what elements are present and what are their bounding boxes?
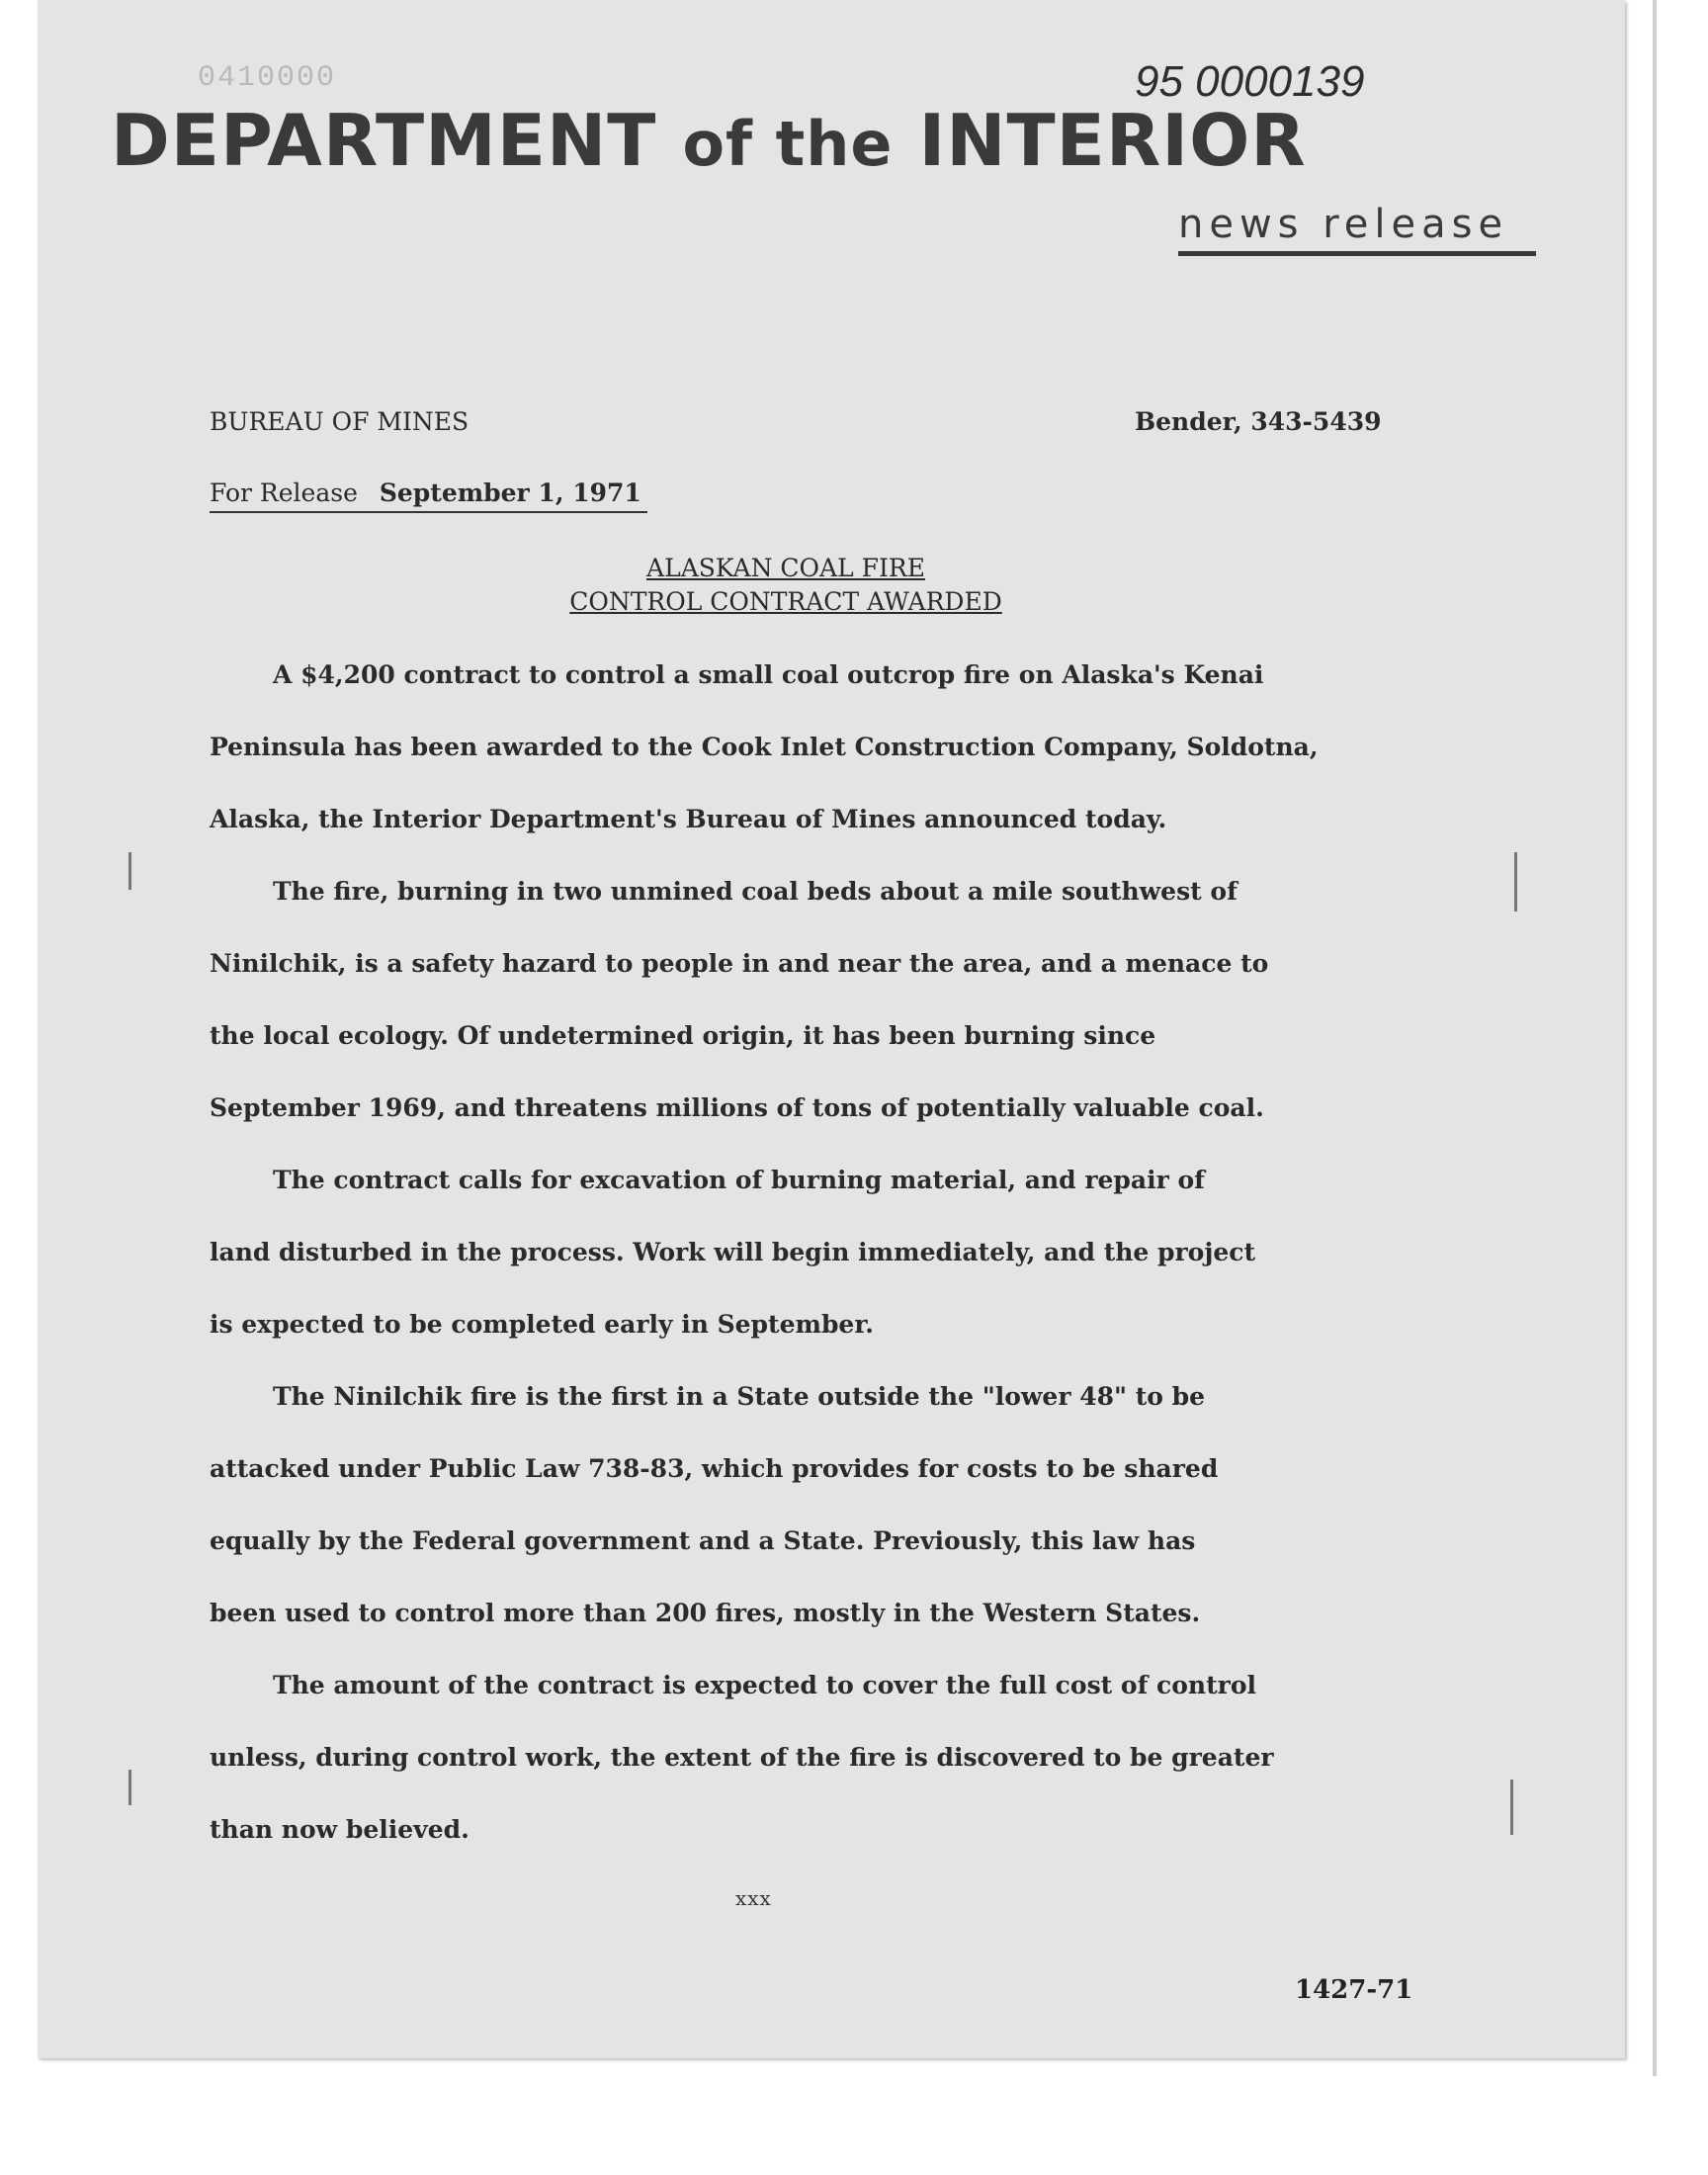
text-line: the local ecology. Of undetermined origin, it has been burning since xyxy=(210,1021,1156,1050)
text-line: attacked under Public Law 738-83, which provides for costs to be shared xyxy=(210,1454,1219,1483)
masthead xyxy=(111,99,1593,182)
faint-stamp-number: 0410000 xyxy=(198,61,337,95)
text-line: unless, during control work, the extent of the fire is discovered to be greater xyxy=(210,1743,1274,1772)
contact-info: Bender, 343-5439 xyxy=(1135,407,1382,436)
handwritten-stamp-number: 95 0000139 xyxy=(1135,57,1365,106)
masthead-of-the: of the xyxy=(682,108,894,180)
text-line: than now believed. xyxy=(210,1815,470,1844)
text-line: equally by the Federal government and a State. Previously, this law has xyxy=(210,1526,1196,1555)
text-line: The fire, burning in two unmined coal beds about a mile southwest of xyxy=(273,877,1238,906)
text-line: The contract calls for excavation of burning material, and repair of xyxy=(273,1166,1205,1194)
end-mark: xxx xyxy=(735,1886,772,1910)
bureau-name: BUREAU OF MINES xyxy=(210,407,470,436)
scan-mark xyxy=(128,852,131,890)
release-label: For Release xyxy=(210,478,358,507)
text-line: Alaska, the Interior Department's Bureau of Mines announced today. xyxy=(210,805,1167,833)
masthead-interior: INTERIOR xyxy=(918,99,1307,182)
release-line xyxy=(210,478,647,513)
article-body xyxy=(210,655,1494,1882)
headline-line-1: ALASKAN COAL FIRE xyxy=(646,554,925,582)
text-line: land disturbed in the process. Work will begin immediately, and the project xyxy=(210,1238,1256,1266)
text-line: been used to control more than 200 fires, mostly in the Western States. xyxy=(210,1599,1201,1627)
news-release-underline xyxy=(1178,251,1536,256)
text-line: Ninilchik, is a safety hazard to people in and near the area, and a menace to xyxy=(210,949,1269,978)
text-line: The amount of the contract is expected to cover the full cost of control xyxy=(273,1671,1256,1699)
masthead-department: DEPARTMENT xyxy=(111,99,657,182)
scan-mark xyxy=(1510,1780,1513,1835)
text-line: September 1969, and threatens millions of tons of potentially valuable coal. xyxy=(210,1093,1264,1122)
text-line: The Ninilchik fire is the first in a State outside the "lower 48" to be xyxy=(273,1382,1206,1411)
headline-line-2: CONTROL CONTRACT AWARDED xyxy=(569,587,1002,616)
scan-mark xyxy=(1514,852,1517,912)
document-number: 1427-71 xyxy=(1295,1975,1413,2005)
page-edge xyxy=(1653,0,1657,2076)
news-release-label: news release xyxy=(1178,202,1509,247)
text-line: A $4,200 contract to control a small coal outcrop fire on Alaska's Kenai xyxy=(273,660,1264,689)
text-line: is expected to be completed early in September. xyxy=(210,1310,874,1339)
text-line: Peninsula has been awarded to the Cook Inlet Construction Company, Soldotna, xyxy=(210,733,1319,761)
scan-mark xyxy=(128,1770,131,1805)
release-date: September 1, 1971 xyxy=(379,478,641,507)
headline xyxy=(0,552,1572,619)
